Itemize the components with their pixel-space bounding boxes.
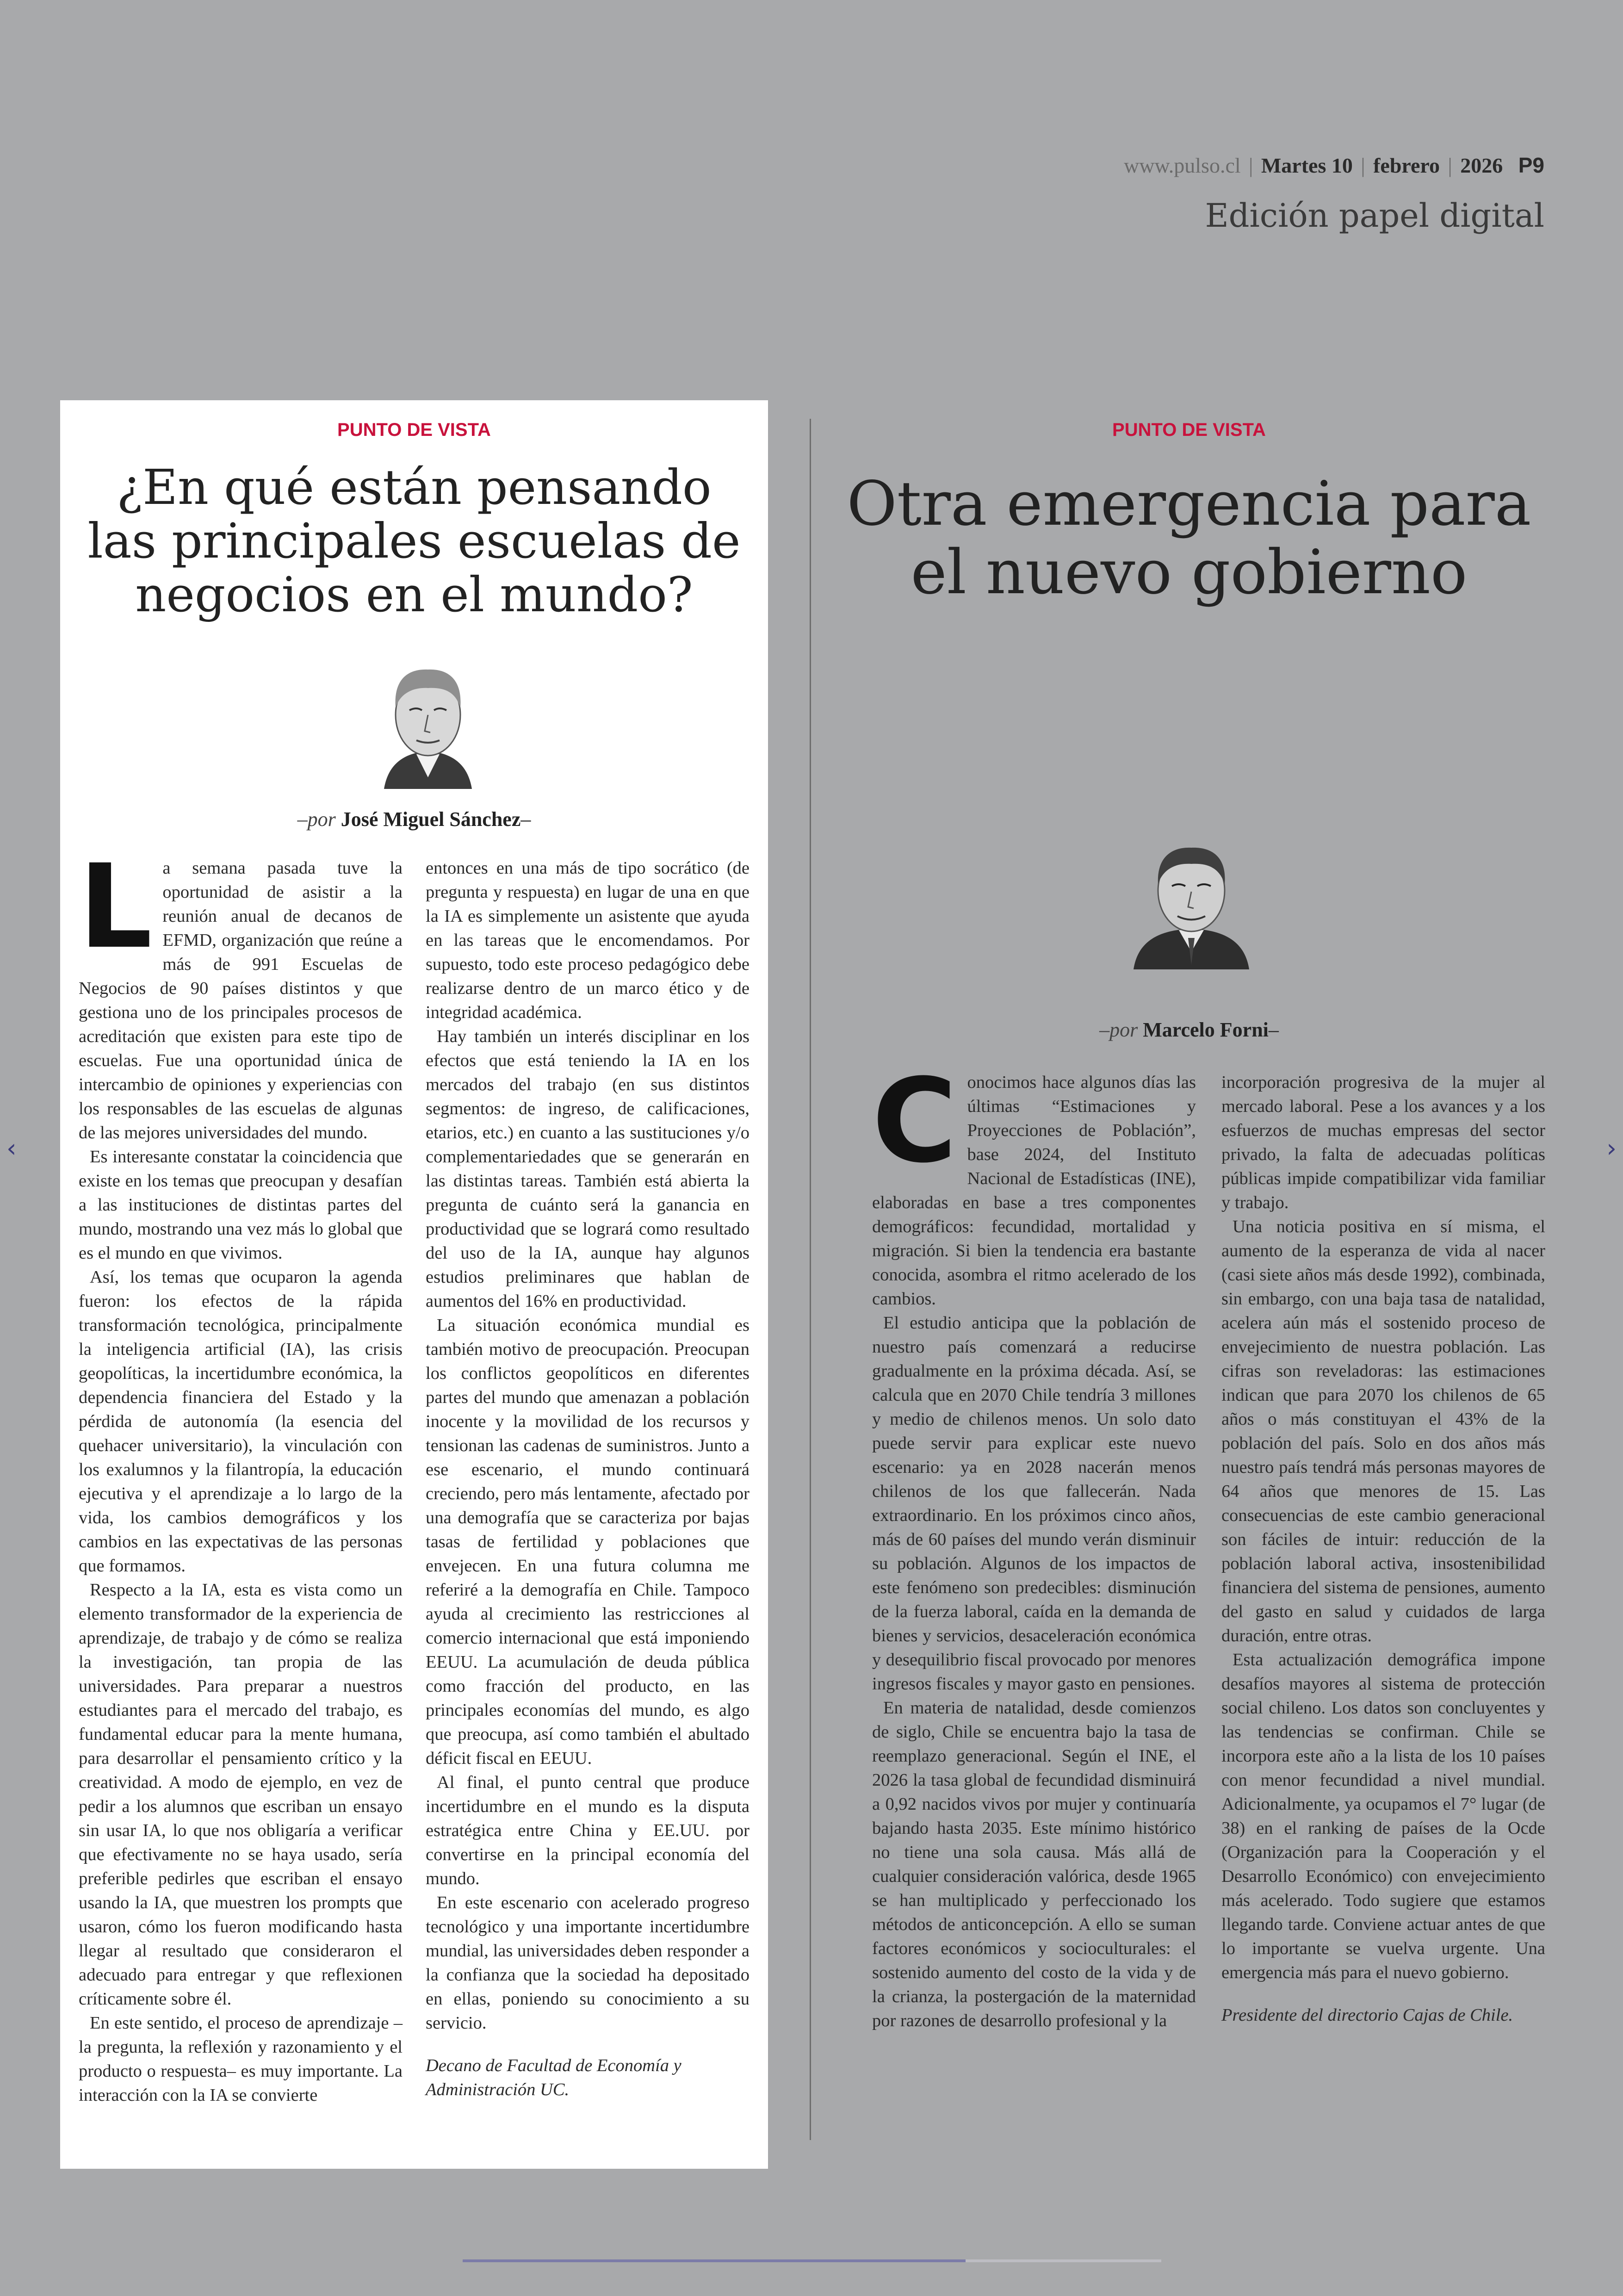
author-portrait-forni — [1124, 831, 1258, 969]
left-headline: ¿En qué están pensando las principales escuelas de negocios en el mundo? — [87, 459, 741, 623]
header-separator: | — [1448, 154, 1452, 177]
left-article — [60, 400, 768, 2169]
paragraph: Al final, el punto central que produce incertidumbre en el mundo es la disputa estratégica entre China y EE.UU. por convertirse en la principal economía del mundo. — [426, 1773, 750, 1888]
left-column-2 — [426, 856, 750, 2102]
header-year: 2026 — [1460, 154, 1503, 177]
left-author: José Miguel Sánchez — [341, 808, 521, 831]
reading-progress-fill — [463, 2259, 966, 2262]
left-kicker: PUNTO DE VISTA — [337, 420, 491, 440]
header-month: febrero — [1373, 154, 1440, 177]
paragraph: entonces en una más de tipo socrático (de pregunta y respuesta) en lugar de una en que la IA es simplemente un asistente que ayuda en las tareas que le encomendamos. Por supuesto, todo este proceso pedagógico debe realizarse dentro de un marco ético y de integridad académica. — [426, 858, 750, 1022]
edition-label: Edición papel digital — [1205, 197, 1544, 235]
left-column-1 — [79, 839, 403, 2107]
paragraph — [79, 839, 403, 1145]
right-column-1 — [872, 1054, 1196, 2033]
paragraph: En este escenario con acelerado progreso tecnológico y una importante incertidumbre mundial, las universidades deben responder a la confianza que la sociedad ha depositado en ellas, poniendo su conocimiento a su servicio. — [426, 1893, 750, 2033]
paragraph: Es interesante constatar la coincidencia que existe en los temas que preocupan y desafían a las instituciones de distintas partes del mundo, mostrando una vez más lo global que es el mundo en que vivimos. — [79, 1147, 403, 1263]
page-number: P9 — [1518, 153, 1544, 177]
byline-suffix: – — [1268, 1018, 1279, 1041]
site-url[interactable]: www.pulso.cl — [1124, 154, 1241, 177]
right-signature: Presidente del directorio Cajas de Chile. — [1221, 2005, 1513, 2025]
paragraph: En materia de natalidad, desde comienzos de siglo, Chile se encuentra bajo la tasa de reemplazo generacional. Según el INE, el 2026 la tasa global de fecundidad disminuirá a 0,92 nacidos vivos por mujer y continuaría bajando hasta 2035. Este mínimo histórico no tiene una sola causa. Más allá de cualquier consideración valórica, desde 1965 se han multiplicado y perfeccionado los métodos de anticoncepción. A ello se suman factores económicos y socioculturales: el sostenido aumento del costo de la vida y de la crianza, la postergación de la maternidad por razones de desarrollo profesional y la — [872, 1698, 1196, 2030]
prev-page-icon[interactable]: ‹ — [6, 1134, 17, 1163]
paragraph: Esta actualización demográfica impone desafíos mayores al sistema de protección social chileno. Los datos son concluyentes y las tendencias se confirman. Chile se incorpora este año a la lista de los 10 países con menor fecundidad a nivel mundial. Adicionalmente, ya ocupamos el 7° lugar (de 38) en el ranking de países de la Ocde (Organización para la Cooperación y el Desarrollo Económico) con envejecimiento más acelerado. Todo sugiere que estamos llegando tarde. Conviene actuar antes de que lo importante se vuelva urgente. Una emergencia más para el nuevo gobierno. — [1221, 1650, 1545, 1982]
paragraph: incorporación progresiva de la mujer al mercado laboral. Pese a los avances y a los esfuerzos de muchas empresas del sector privado, la falta de adecuadas políticas públicas impide compatibilizar vida familiar y trabajo. — [1221, 1073, 1545, 1212]
header-day: Martes 10 — [1261, 154, 1353, 177]
byline-prefix: –por — [297, 808, 336, 831]
byline-suffix: – — [520, 808, 531, 831]
paragraph: Respecto a la IA, esta es vista como un elemento transformador de la experiencia de aprendizaje, de trabajo y de cómo se realiza la investigación, tan propia de las universidades. Para preparar a nuestros estudiantes para el mercado del trabajo, es fundamental educar para la mente humana, para desarrollar el pensamiento crítico y la creatividad. A modo de ejemplo, en vez de pedir a los alumnos que escriban un ensayo sin usar IA, lo que nos obligaría a verificar que efectivamente no se haya usado, sería preferible pedirles que escriban el ensayo usando la IA, que muestren los prompts que usaron, cómo los fueron modificando hasta llegar al resultado que consideraron el adecuado para entregar y que reflexionen críticamente sobre él. — [79, 1580, 403, 2009]
right-byline — [828, 1018, 1550, 1042]
next-page-icon[interactable]: › — [1606, 1134, 1617, 1163]
drop-cap: L — [79, 839, 153, 974]
reading-progress-bar[interactable] — [463, 2259, 1161, 2262]
left-byline — [60, 807, 768, 831]
paragraph-text: onocimos hace algunos días las últimas “Estimaciones y Proyecciones de Población”, base 2024, del Instituto Nacional de Estadísticas (INE), elaboradas en base a tres componentes demográficos: fecundidad, mortalidad y migración. Si bien la tendencia era bastante conocida, asombra el ritmo acelerado de los cambios. — [872, 1073, 1196, 1309]
column-divider — [810, 419, 811, 2140]
paragraph: En este sentido, el proceso de aprendizaje –la pregunta, la reflexión y razonamiento y el producto o respuesta– es muy importante. La interacción con la IA se convierte — [79, 2013, 403, 2105]
right-headline: Otra emergencia para el nuevo gobierno — [847, 468, 1531, 608]
right-author: Marcelo Forni — [1143, 1018, 1269, 1041]
right-column-2 — [1221, 1070, 1545, 2027]
byline-prefix: –por — [1099, 1018, 1138, 1041]
paragraph — [872, 1054, 1196, 1311]
right-article — [828, 400, 1550, 2169]
header-separator: | — [1249, 154, 1253, 177]
header-separator: | — [1361, 154, 1365, 177]
paragraph: El estudio anticipa que la población de nuestro país comenzará a reducirse gradualmente en la próxima década. Así, se calcula que en 2070 Chile tendría 3 millones y medio de chilenos menos. Un solo dato puede servir para explicar este nuevo escenario: ya en 2028 nacerán menos chilenos de los que fallecerán. Nada extraordinario. En los próximos cinco años, más de 60 países del mundo verán disminuir su población. Algunos de los impactos de este fenómeno son predecibles: disminución de la fuerza laboral, caída en la demanda de bienes y servicios, desaceleración económica y desequilibrio fiscal provocado por menores ingresos fiscales y mayor gasto en pensiones. — [872, 1313, 1196, 1694]
paragraph: Así, los temas que ocuparon la agenda fueron: los efectos de la rápida transformación tecnológica, principalmente la inteligencia artificial (IA), las crisis geopolíticas, la incertidumbre económica, la dependencia financiera del Estado y la pérdida de autonomía (la esencia del quehacer universitario), la vinculación con los exalumnos y la filantropía, la educación ejecutiva y el aprendizaje a lo largo de la vida, los cambios demográficos y los cambios en las expectativas de las personas que formamos. — [79, 1267, 403, 1576]
author-portrait-sanchez — [370, 650, 486, 789]
paragraph: La situación económica mundial es también motivo de preocupación. Preocupan los conflictos geopolíticos en diferentes partes del mundo que amenazan a población inocente y la movilidad de los recursos y tensionan las cadenas de suministros. Junto a ese escenario, el mundo continuará creciendo, pero más lentamente, afectado por una demografía que se caracteriza por bajas tasas de fertilidad y poblaciones que envejecen. En una futura columna me referiré a la demografía en Chile. Tampoco ayuda al crecimiento las restricciones al comercio internacional que está imponiendo EEUU. La acumulación de deuda pública como fracción del producto, en las principales economías del mundo, es algo que preocupa, así como también el abultado déficit fiscal en EEUU. — [426, 1316, 750, 1768]
drop-cap: C — [872, 1054, 957, 1188]
left-signature: Decano de Facultad de Economía y Administración UC. — [426, 2056, 681, 2099]
header-line — [1124, 153, 1544, 178]
paragraph: Una noticia positiva en sí misma, el aumento de la esperanza de vida al nacer (casi siete años más desde 1992), combinada, sin embargo, con una baja tasa de natalidad, acelera aún más el sostenido proceso de envejecimiento de nuestra población. Las cifras son reveladoras: las estimaciones indican que para 2070 los chilenos de 65 años o más constituyan el 43% de la población del país. Solo en dos años más nuestro país tendrá más personas mayores de 64 años que menores de 15. Las consecuencias de este cambio generacional son fáciles de intuir: reducción de la población laboral activa, insostenibilidad financiera del sistema de pensiones, aumento del gasto en salud y cuidados de larga duración, entre otras. — [1221, 1217, 1545, 1645]
paragraph-text: a semana pasada tuve la oportunidad de asistir a la reunión anual de decanos de EFMD, organización que reúne a más de 991 Escuelas de Negocios de 90 países distintos y que gestiona uno de los principales procesos de acreditación que existen para este tipo de escuelas. Fue una oportunidad única de intercambio de opiniones y experiencias con los responsables de las escuelas de algunas de las mejores universidades del mundo. — [79, 858, 403, 1142]
right-kicker: PUNTO DE VISTA — [1112, 420, 1266, 440]
paragraph: Hay también un interés disciplinar en los efectos que está teniendo la IA en los mercados del trabajo (en sus distintos segmentos: de ingreso, de calificaciones, etarios, etc.) en cuanto a las sustituciones y/o complementariedades que se generarán en las distintas tareas. También está abierta la pregunta de cuánto será la ganancia en productividad que se logrará como resultado del uso de la IA, aunque hay algunos estudios preliminares que hablan de aumentos del 16% en productividad. — [426, 1027, 750, 1311]
